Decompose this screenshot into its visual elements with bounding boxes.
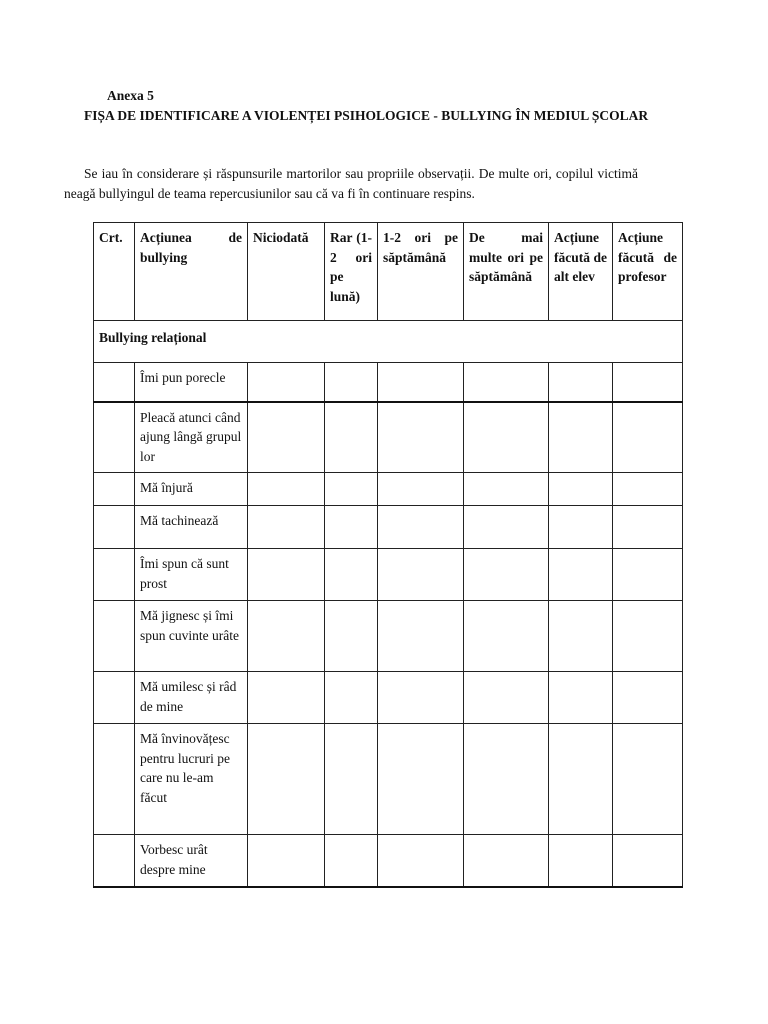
answer-cell[interactable]: [549, 506, 613, 549]
answer-cell[interactable]: [464, 835, 549, 887]
table-row: [94, 402, 683, 473]
answer-cell[interactable]: [378, 473, 464, 506]
table-row: [94, 724, 683, 835]
answer-cell[interactable]: [549, 601, 613, 672]
crt-cell[interactable]: [94, 473, 135, 506]
answer-cell[interactable]: [378, 724, 464, 835]
table-row: [94, 672, 683, 724]
answer-cell[interactable]: [549, 724, 613, 835]
table-row: [94, 835, 683, 887]
answer-cell[interactable]: [549, 473, 613, 506]
header-crt: Crt.: [94, 223, 135, 321]
bullying-identification-table: [93, 222, 683, 888]
action-cell: Mă înjură: [135, 473, 248, 506]
header-by-student: Acțiune făcută de alt elev: [549, 223, 613, 321]
crt-cell[interactable]: [94, 363, 135, 402]
header-often: De mai multe ori pe săptămână: [464, 223, 549, 321]
answer-cell[interactable]: [464, 672, 549, 724]
answer-cell[interactable]: [325, 549, 378, 601]
answer-cell[interactable]: [378, 601, 464, 672]
answer-cell[interactable]: [549, 402, 613, 473]
header-weekly: 1-2 ori pe săptămână: [378, 223, 464, 321]
action-cell: Îmi spun că sunt prost: [135, 549, 248, 601]
answer-cell[interactable]: [464, 724, 549, 835]
answer-cell[interactable]: [248, 601, 325, 672]
header-rarely: Rar (1-2 ori pe lună): [325, 223, 378, 321]
answer-cell[interactable]: [325, 473, 378, 506]
crt-cell[interactable]: [94, 549, 135, 601]
answer-cell[interactable]: [549, 835, 613, 887]
answer-cell[interactable]: [378, 672, 464, 724]
answer-cell[interactable]: [613, 549, 683, 601]
answer-cell[interactable]: [248, 473, 325, 506]
header-action: Acțiunea de bullying: [135, 223, 248, 321]
answer-cell[interactable]: [248, 672, 325, 724]
crt-cell[interactable]: [94, 835, 135, 887]
action-cell: Îmi pun porecle: [135, 363, 248, 402]
intro-paragraph: Se iau în considerare și răspunsurile martorilor sau propriile observații. De multe ori, copilul victimă neagă bullyingul de teama repercusiunilor sau că va fi în continuare respins.: [64, 166, 638, 201]
answer-cell[interactable]: [464, 601, 549, 672]
annex-label: Anexa 5: [107, 88, 154, 103]
answer-cell[interactable]: [378, 363, 464, 402]
answer-cell[interactable]: [464, 473, 549, 506]
answer-cell[interactable]: [464, 363, 549, 402]
header-never: Niciodată: [248, 223, 325, 321]
answer-cell[interactable]: [549, 549, 613, 601]
action-cell: Mă umilesc și râd de mine: [135, 672, 248, 724]
table-row: [94, 601, 683, 672]
answer-cell[interactable]: [549, 672, 613, 724]
answer-cell[interactable]: [378, 506, 464, 549]
table-row: [94, 506, 683, 549]
answer-cell[interactable]: [613, 672, 683, 724]
table-header-row: [94, 223, 683, 321]
answer-cell[interactable]: [248, 724, 325, 835]
answer-cell[interactable]: [549, 363, 613, 402]
action-cell: Mă învinovățesc pentru lucruri pe care nu le-am făcut: [135, 724, 248, 835]
answer-cell[interactable]: [613, 402, 683, 473]
action-cell: Vorbesc urât despre mine: [135, 835, 248, 887]
answer-cell[interactable]: [248, 363, 325, 402]
answer-cell[interactable]: [464, 402, 549, 473]
action-cell: Mă jignesc și îmi spun cuvinte urâte: [135, 601, 248, 672]
section-row: [94, 321, 683, 363]
answer-cell[interactable]: [613, 601, 683, 672]
answer-cell[interactable]: [378, 549, 464, 601]
table-row: [94, 473, 683, 506]
action-cell: Pleacă atunci când ajung lângă grupul lor: [135, 402, 248, 473]
answer-cell[interactable]: [613, 506, 683, 549]
crt-cell[interactable]: [94, 724, 135, 835]
crt-cell[interactable]: [94, 402, 135, 473]
answer-cell[interactable]: [325, 724, 378, 835]
answer-cell[interactable]: [325, 672, 378, 724]
answer-cell[interactable]: [325, 506, 378, 549]
table-row: [94, 363, 683, 402]
answer-cell[interactable]: [613, 473, 683, 506]
answer-cell[interactable]: [248, 835, 325, 887]
header-by-teacher: Acțiune făcută de profesor: [613, 223, 683, 321]
section-title: Bullying relațional: [94, 321, 683, 363]
action-cell: Mă tachinează: [135, 506, 248, 549]
answer-cell[interactable]: [464, 506, 549, 549]
answer-cell[interactable]: [325, 363, 378, 402]
answer-cell[interactable]: [325, 835, 378, 887]
answer-cell[interactable]: [248, 549, 325, 601]
answer-cell[interactable]: [325, 601, 378, 672]
answer-cell[interactable]: [613, 724, 683, 835]
crt-cell[interactable]: [94, 672, 135, 724]
crt-cell[interactable]: [94, 506, 135, 549]
answer-cell[interactable]: [464, 549, 549, 601]
answer-cell[interactable]: [248, 506, 325, 549]
answer-cell[interactable]: [613, 835, 683, 887]
document-title: FIȘA DE IDENTIFICARE A VIOLENȚEI PSIHOLOGICE - BULLYING ÎN MEDIUL ȘCOLAR: [84, 108, 649, 123]
answer-cell[interactable]: [613, 363, 683, 402]
crt-cell[interactable]: [94, 601, 135, 672]
answer-cell[interactable]: [378, 835, 464, 887]
answer-cell[interactable]: [378, 402, 464, 473]
table-row: [94, 549, 683, 601]
answer-cell[interactable]: [248, 402, 325, 473]
answer-cell[interactable]: [325, 402, 378, 473]
